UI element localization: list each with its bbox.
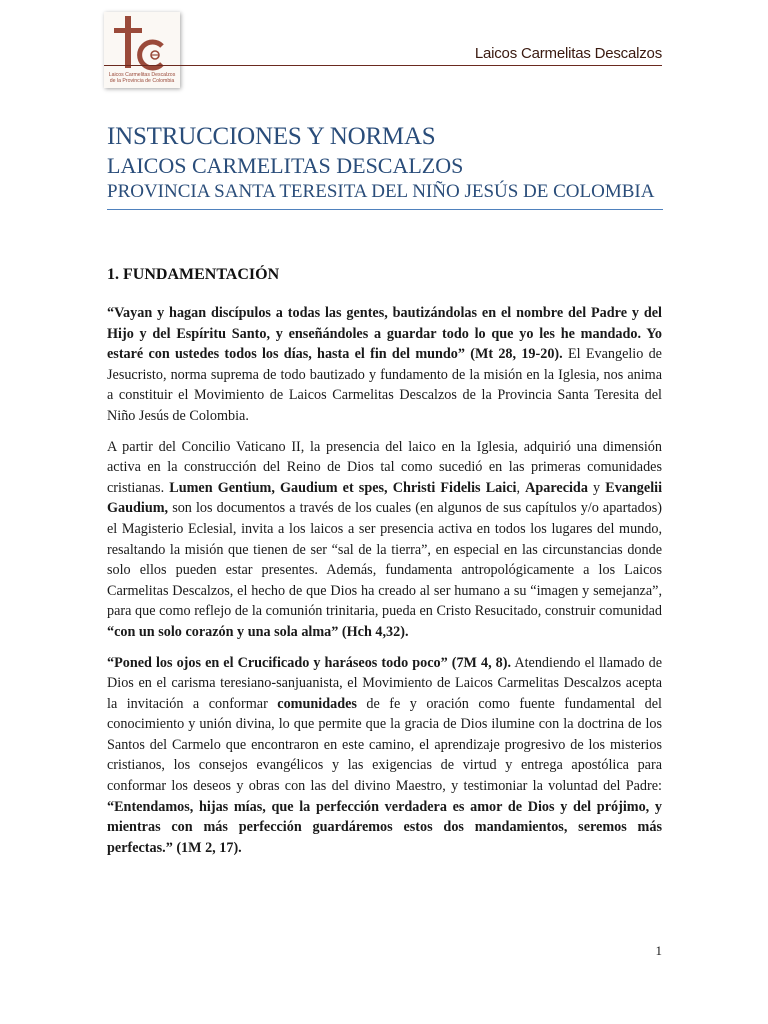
logo-caption-line2: de la Provincia de Colombia xyxy=(109,78,175,84)
separator: y xyxy=(587,479,606,496)
paragraph-3-text-2: de fe y oración como fuente fundamental del conocimiento y unión divina, lo que permite que la gracia de Dios ilumine con la doctrina de los Santos del Carmelo que encontraron en este camino, el aprendizaje progresivo de los misterios cristianos, los consejos evangélicos y las exigencias de virtud y entrega apostólica para conformar los deseos y obras con las del divino Maestro, y testimoniar la voluntad del Padre: xyxy=(107,695,662,795)
body-text xyxy=(107,303,662,868)
logo-caption xyxy=(104,72,180,84)
page-number: 1 xyxy=(655,943,662,958)
paragraph-3 xyxy=(107,653,662,859)
header-rule xyxy=(104,65,662,66)
title-rule xyxy=(107,209,663,210)
paragraph-3-text-1: Atendiendo el llamado de Dios en el carisma teresiano-sanjuanista, el Movimiento de Laicos Carmelitas Descalzos acepta la invitación a conformar xyxy=(107,654,663,712)
paragraph-2 xyxy=(107,437,662,643)
document-aparecida: Aparecida xyxy=(525,479,588,496)
quote-mt-28: “Vayan y hagan discípulos a todas las gentes, bautizándolas en el nombre del Padre y del Hijo y del Espíritu Santo, y enseñándoles a guardar todo lo que yo les he mandado. Yo estaré con ustedes todos los días, hasta el fin del mundo” (Mt 28, 19-20). xyxy=(107,305,662,363)
document-evangelii-gaudium: Evangelii Gaudium, xyxy=(107,479,663,517)
quote-1m: “Entendamos, hijas mías, que la perfección verdadera es amor de Dios y del prójimo, y mientras con más perfección guardáremos estos dos mandamientos, seremos más perfectas.” (1M 2, 17). xyxy=(107,798,662,856)
logo xyxy=(104,12,180,88)
document-title: INSTRUCCIONES Y NORMAS xyxy=(107,123,436,150)
logo-caption-line1: Laicos Carmelitas Descalzos xyxy=(108,72,176,78)
quote-hch: “con un solo corazón y una sola alma” (Hch 4,32). xyxy=(107,623,409,640)
section-heading: 1. FUNDAMENTACIÓN xyxy=(107,266,280,283)
document-title-block xyxy=(107,122,663,204)
separator: , xyxy=(516,479,526,496)
document-subtitle: LAICOS CARMELITAS DESCALZOS xyxy=(107,153,464,178)
document-province: PROVINCIA SANTA TERESITA DEL NIÑO JESÚS DE COLOMBIA xyxy=(107,181,655,202)
paragraph-2-text-1: A partir del Concilio Vaticano II, la presencia del laico en la Iglesia, adquirió una dimensión activa en la construcción del Reino de Dios tal como sucedió en las primeras comunidades cristianas. xyxy=(107,438,662,496)
quote-7m: “Poned los ojos en el Crucificado y haráseos todo poco” (7M 4, 8). xyxy=(107,654,512,671)
paragraph-1-text: El Evangelio de Jesucristo, norma suprema de todo bautizado y fundamento de la misión en la Iglesia, nos anima a constituir el Movimiento de Laicos Carmelitas Descalzos de la Provincia Santa Teresita del Niño Jesús de Colombia. xyxy=(107,346,662,424)
word-comunidades: comunidades xyxy=(277,695,357,712)
paragraph-2-text-2: son los documentos a través de los cuales (en algunos de sus capítulos y/o apartados) el Magisterio Eclesial, invita a los laicos a ser presencia activa en todos los lugares del mundo, resaltando la misión que tienen de ser “sal de la tierra”, en especial en las circunstancias donde solo ellos pueden estar presentes. Además, fundamenta antropológicamente a los Laicos Carmelitas Descalzos, el hecho de que Dios ha creado al ser humano a su “imagen y semejanza”, para que como reflejo de la comunión trinitaria, pueda en Cristo Resucitado, construir comunidad xyxy=(107,500,662,620)
paragraph-1 xyxy=(107,303,662,427)
header-title: Laicos Carmelitas Descalzos xyxy=(474,45,662,62)
documents-list: Lumen Gentium, Gaudium et spes, Christi Fidelis Laici xyxy=(169,479,517,496)
